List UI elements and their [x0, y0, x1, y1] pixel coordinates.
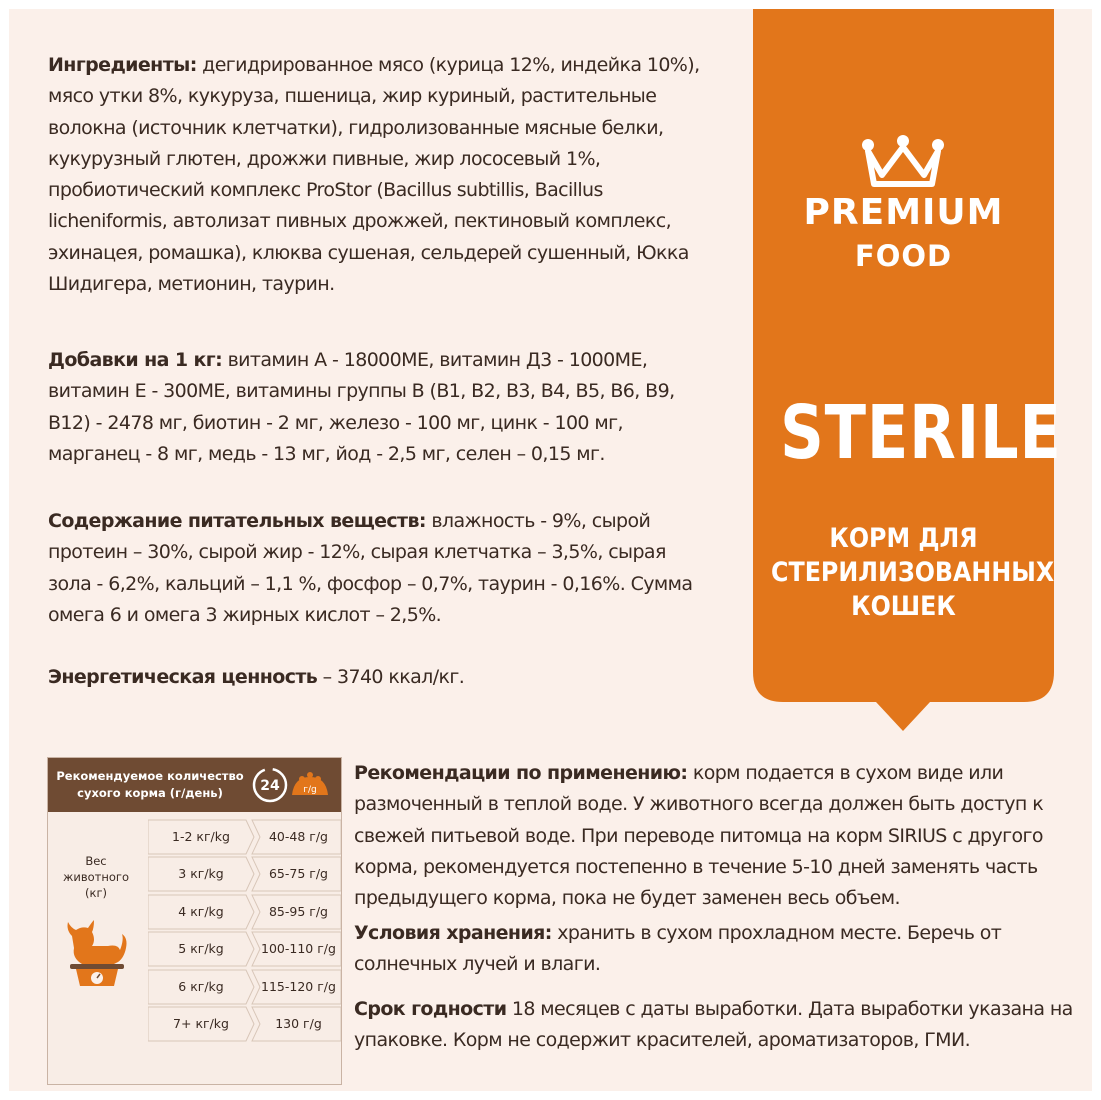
- subtitle-line-3: КОШЕК: [851, 591, 956, 622]
- feeding-table-header: [48, 758, 341, 812]
- daily-portion-badge: [250, 765, 336, 805]
- usage-text: корм подается в сухом виде или размоченный в теплой воде. У животного всегда должен быть доступ к свежей питьевой воде. При переводе питомца на корм SIRIUS с другого корма, рекомендуется постепенно в течение 5-10 дней заменять часть предыдущего корма, пока не будет заменен весь объем.: [354, 762, 1044, 910]
- feeding-table-row: [148, 818, 341, 856]
- nutrients-label: Содержание питательных веществ:: [48, 510, 426, 532]
- product-subtitle: [771, 522, 1055, 624]
- row-grams: 115-120 г/g: [261, 978, 336, 994]
- row-weight: 1-2 кг/kg: [172, 829, 230, 844]
- feeding-table-title: [54, 768, 246, 802]
- feeding-table-row: [148, 855, 341, 893]
- additives-paragraph: [48, 345, 708, 470]
- energy-label: Энергетическая ценность: [48, 666, 318, 688]
- crown-icon: [860, 135, 946, 191]
- animal-weight-label-line-1: Вес: [85, 854, 107, 868]
- row-weight: 5 кг/kg: [178, 941, 224, 957]
- product-label-page: [9, 9, 1092, 1091]
- usage-paragraph: [354, 758, 1079, 914]
- additives-label: Добавки на 1 кг:: [48, 349, 223, 371]
- feeding-table-row: [148, 1005, 341, 1043]
- feeding-table-title-line-2: сухого корма (г/день): [77, 786, 223, 800]
- animal-weight-label-line-2: животного: [63, 870, 129, 884]
- usage-label: Рекомендации по применению:: [354, 762, 688, 784]
- row-grams: 85-95 г/g: [268, 903, 328, 919]
- nutrients-text: влажность - 9%, сырой протеин – 30%, сырой жир - 12%, сырая клетчатка – 3,5%, сырая зола - 6,2%, кальций – 1,1 %, фосфор – 0,7%, таурин - 0,16%. Сумма омега 6 и омега 3 жирных кислот – 2,5%.: [48, 510, 693, 626]
- badge-hours: 24: [260, 778, 280, 794]
- row-weight: 4 кг/kg: [178, 903, 224, 919]
- shelf-life-text: 18 месяцев с даты выработки. Дата выработки указана на упаковке. Корм не содержит красителей, ароматизаторов, ГМИ.: [354, 998, 1073, 1052]
- animal-weight-label: [54, 853, 138, 901]
- row-weight: 3 кг/kg: [178, 866, 224, 882]
- subtitle-line-2: СТЕРИЛИЗОВАННЫХ: [771, 557, 1055, 588]
- row-weight: 6 кг/kg: [178, 978, 224, 994]
- premium-label: PREMIUM: [803, 192, 1004, 233]
- shelf-life-paragraph: [354, 994, 1079, 1057]
- storage-label: Условия хранения:: [354, 922, 552, 944]
- energy-paragraph: [48, 662, 708, 693]
- additives-text: витамин А - 18000МЕ, витамин Д3 - 1000МЕ, витамин Е - 300МЕ, витамины группы В (В1, В2, В3, В4, В5, В6, В9, В12) - 2478 мг, биотин - 2 мг, железо - 100 мг, цинк - 100 мг, марганец - 8 мг, медь - 13 мг, йод - 2,5 мг, селен – 0,15 мг.: [48, 349, 675, 465]
- feeding-table: [47, 757, 342, 1085]
- row-grams: 40-48 г/g: [268, 829, 328, 844]
- row-grams: 65-75 г/g: [268, 866, 328, 882]
- shelf-life-label: Срок годности: [354, 998, 507, 1020]
- feeding-table-row: [148, 930, 341, 968]
- row-grams: 130 г/g: [275, 1016, 322, 1031]
- nutrients-paragraph: [48, 506, 708, 631]
- subtitle-line-1: КОРМ ДЛЯ: [829, 523, 978, 554]
- food-label: FOOD: [854, 239, 953, 273]
- ingredients-text: дегидрированное мясо (курица 12%, индейка 10%), мясо утки 8%, кукуруза, пшеница, жир куриный, растительные волокна (источник клетчатки), гидролизованные мясные белки, кукурузный глютен, дрожжи пивные, жир лососевый 1%, пробиотический комплекс ProStor (Bacillus subtillis, Bacillus licheniformis, автолизат пивных дрожжей, пектиновый комплекс, эхинацея, ромашка), клюква сушеная, сельдерей сушенный, Юкка Шидигера, метионин, таурин.: [48, 54, 700, 296]
- storage-paragraph: [354, 918, 1079, 981]
- badge-unit: г/g: [303, 785, 317, 795]
- ingredients-paragraph: [48, 50, 708, 300]
- feeding-table-row: [148, 968, 341, 1006]
- feeding-table-title-line-1: Рекомендуемое количество: [56, 769, 244, 783]
- animal-weight-label-line-3: (кг): [85, 886, 107, 900]
- feeding-table-row: [148, 893, 341, 931]
- energy-text: – 3740 ккал/кг.: [317, 666, 465, 688]
- product-name: STERILE: [780, 390, 1062, 476]
- row-weight: 7+ кг/kg: [173, 1016, 229, 1031]
- row-grams: 100-110 г/g: [261, 941, 336, 957]
- storage-text: хранить в сухом прохладном месте. Беречь от солнечных лучей и влаги.: [354, 922, 1002, 976]
- product-banner: [753, 9, 1062, 731]
- ingredients-label: Ингредиенты:: [48, 54, 197, 76]
- cat-on-scale-icon: [62, 918, 132, 990]
